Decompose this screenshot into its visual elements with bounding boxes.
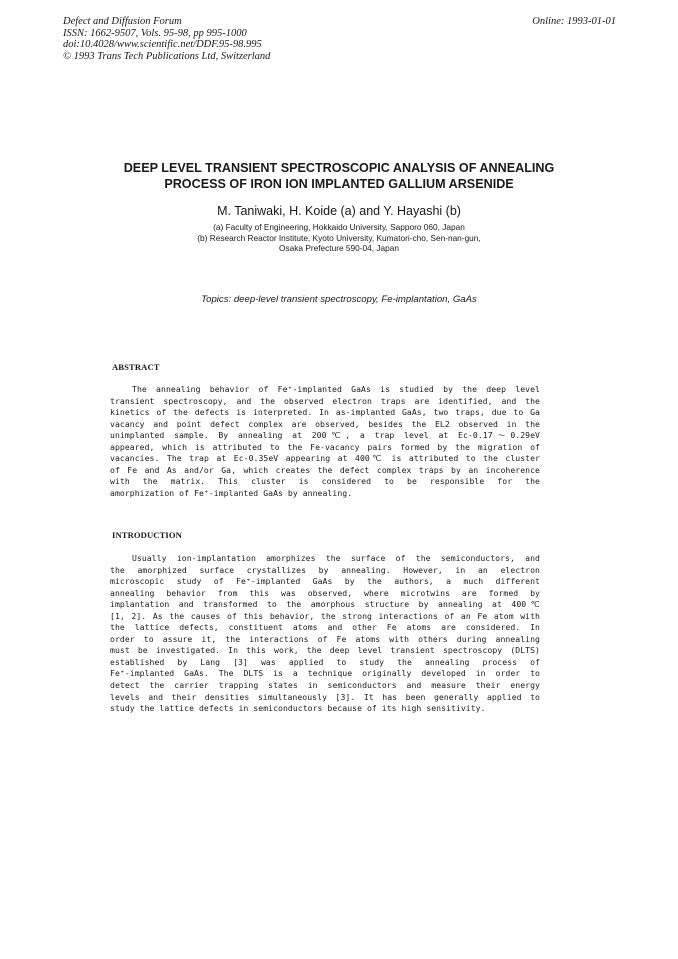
abstract-line: amorphization of Fe⁺-implanted GaAs by annealing. xyxy=(110,487,353,498)
intro-line: study the lattice defects in semiconductors because of its high sensitivity. xyxy=(110,703,486,714)
topics: Topics: deep-level transient spectroscopy, Fe-implantation, GaAs xyxy=(201,294,477,305)
paper-title xyxy=(60,160,618,192)
issn-line: ISSN: 1662-9507, Vols. 95-98, pp 995-1000 xyxy=(63,27,247,39)
intro-line: Fe⁺-implanted GaAs. The DLTS is a technique originally developed in order to xyxy=(110,668,540,679)
abstract-line: The annealing behavior of Fe⁺-implanted GaAs is studied by the deep level xyxy=(132,384,540,394)
intro-line: the lattice defects, constituent atoms and other Fe atoms are considered. In xyxy=(110,622,540,633)
journal-info xyxy=(63,16,270,62)
affiliations xyxy=(60,222,618,254)
abstract-line: vacancy and point defect complex are observed, besides the EL2 observed in the xyxy=(110,418,540,429)
copyright-line: © 1993 Trans Tech Publications Ltd, Switzerland xyxy=(63,50,271,62)
abstract-body xyxy=(110,384,540,499)
introduction-heading: INTRODUCTION xyxy=(112,530,182,540)
online-date: Online: 1993-01-01 xyxy=(532,16,616,27)
abstract-heading: ABSTRACT xyxy=(112,362,160,372)
affiliation-line: (a) Faculty of Engineering, Hokkaido University, Sapporo 060, Japan xyxy=(213,222,465,232)
doi-line: doi:10.4028/www.scientific.net/DDF.95-98.995 xyxy=(63,39,262,50)
title-line: PROCESS OF IRON ION IMPLANTED GALLIUM ARSENIDE xyxy=(164,177,514,191)
abstract-line: transient spectroscopy, and the observed electron traps are identified, and the xyxy=(110,395,540,406)
intro-line: the amorphized surface crystallizes by annealing. However, in an electron xyxy=(110,564,540,575)
abstract-line: with the matrix. This cluster is considered to be responsible for the xyxy=(110,476,540,487)
introduction-body xyxy=(110,553,540,715)
intro-line: established by Lang [3] was applied to study the annealing process of xyxy=(110,656,540,667)
intro-line: Usually ion-implantation amorphizes the surface of the semiconductors, and xyxy=(132,553,540,563)
intro-line: must be investigated. In this work, the deep level transient spectroscopy (DLTS) xyxy=(110,645,540,656)
intro-line: order to assure it, the interactions of Fe atoms with others during annealing xyxy=(110,633,540,644)
intro-line: detect the carrier trapping states in semiconductors and measure their energy xyxy=(110,680,540,691)
abstract-line: of Fe and As and/or Ga, which creates the defect complex traps by an incoherence xyxy=(110,464,540,475)
abstract-line: kinetics of the defects is interpreted. In as-implanted GaAs, two traps, due to Ga xyxy=(110,407,540,418)
intro-line: microscopic study of Fe⁺-implanted GaAs by the authors, a much different xyxy=(110,576,540,587)
abstract-line: vacancies. The trap at Ec-0.35eV appearing at 400℃ is attributed to the cluster xyxy=(110,453,540,464)
affiliation-line: (b) Research Reactor Institute, Kyoto University, Kumatori-cho, Sen-nan-gun, xyxy=(197,232,481,243)
abstract-line: appeared, which is attributed to the Fe-vacancy pairs formed by the migration of xyxy=(110,441,540,452)
title-line: DEEP LEVEL TRANSIENT SPECTROSCOPIC ANALYSIS OF ANNEALING xyxy=(123,161,555,175)
intro-line: levels and their densities simultaneously [3]. It has been generally applied to xyxy=(110,691,540,702)
affiliation-line: Osaka Prefecture 590-04, Japan xyxy=(279,243,399,253)
intro-line: [1, 2]. As the causes of this behavior, the strong interactions of an Fe atom with xyxy=(110,610,540,621)
intro-line: annealing behavior from this was observed, where microtwins are formed by xyxy=(110,587,540,598)
journal-name: Defect and Diffusion Forum xyxy=(63,16,182,27)
intro-line: implantation and transformed to the amorphous structure by annealing at 400℃ xyxy=(110,599,540,610)
abstract-line: unimplanted sample. By annealing at 200℃, a trap level at Ec-0.17～0.29eV xyxy=(110,430,540,441)
authors: M. Taniwaki, H. Koide (a) and Y. Hayashi (b) xyxy=(217,204,461,218)
